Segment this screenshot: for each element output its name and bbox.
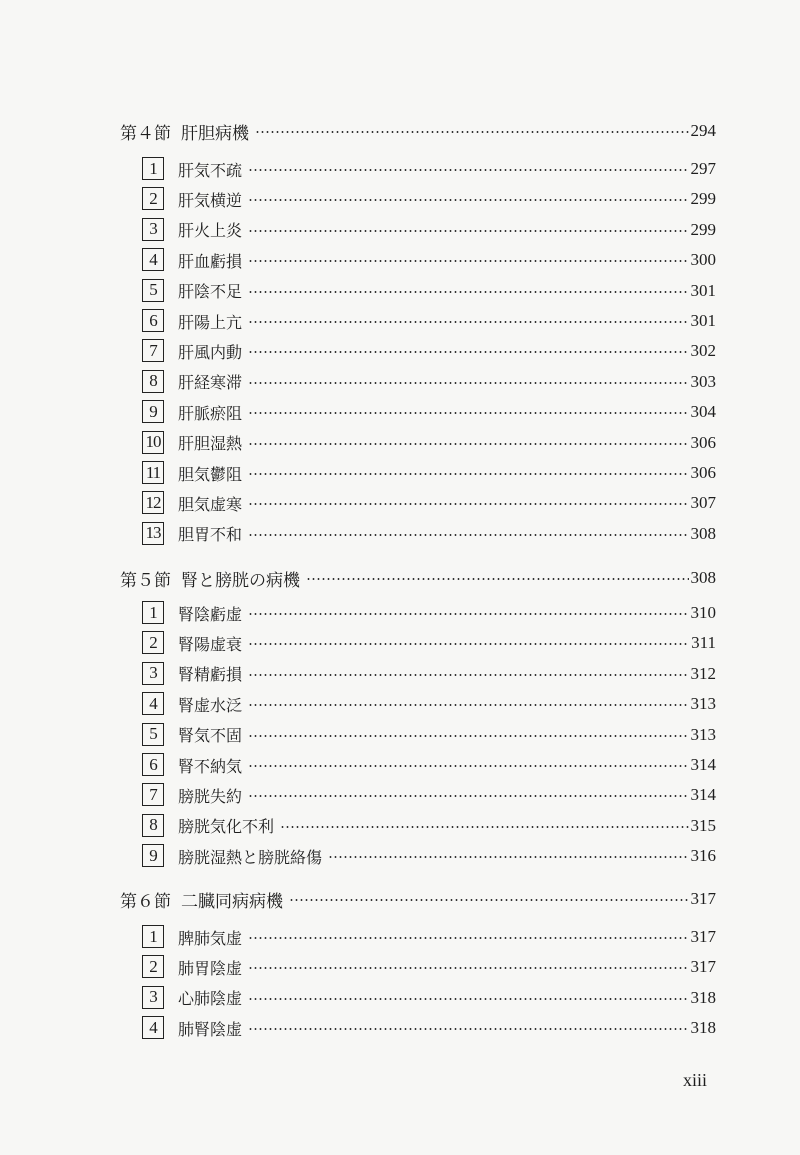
entry-title: 肝火上炎 (178, 221, 243, 241)
section-page: 294 (690, 121, 716, 140)
toc-entry (0, 490, 800, 516)
entry-number-box: 12 (142, 491, 164, 514)
toc-entry (0, 843, 800, 869)
leader-dots (248, 321, 689, 323)
leader-dots (248, 937, 689, 939)
entry-page: 306 (690, 432, 716, 452)
entry-number-box: 7 (142, 339, 164, 362)
toc-entry (0, 722, 800, 748)
entry-title: 胆胃不和 (178, 525, 243, 545)
leader-dots (306, 578, 689, 580)
entry-number-box: 6 (142, 309, 164, 332)
toc-entry (0, 430, 800, 456)
entry-number-box: 10 (142, 431, 164, 454)
section-heading (0, 886, 800, 912)
entry-number-box: 3 (142, 218, 164, 241)
leader-dots (248, 260, 689, 262)
leader-dots (248, 795, 689, 797)
entry-page: 310 (690, 603, 716, 622)
leader-dots (248, 674, 689, 676)
entry-number-box: 5 (142, 723, 164, 746)
entry-title: 肝血虧損 (178, 251, 243, 271)
leader-dots (289, 899, 689, 901)
leader-dots (248, 765, 689, 767)
entry-title: 腎精虧損 (178, 665, 243, 685)
leader-dots (248, 412, 689, 414)
leader-dots (248, 382, 689, 384)
entry-number-box: 2 (142, 631, 164, 654)
entry-page: 313 (690, 724, 716, 744)
toc-entry (0, 985, 800, 1011)
section-label (120, 119, 249, 144)
leader-dots (248, 613, 689, 615)
entry-number-box: 8 (142, 370, 164, 393)
section-heading (0, 565, 800, 591)
entry-title: 胆気虚寒 (178, 494, 243, 514)
toc-entry (0, 217, 800, 243)
leader-dots (248, 473, 689, 475)
toc-entry (0, 600, 800, 626)
toc-entry (0, 521, 800, 547)
section-title: 腎と膀胱の病機 (181, 570, 300, 591)
entry-number-box: 4 (142, 1016, 164, 1039)
entry-page: 311 (691, 633, 716, 653)
leader-dots (248, 704, 689, 706)
entry-title: 肝風内動 (178, 342, 243, 362)
section-number: 第６節 (120, 891, 171, 912)
entry-page: 300 (690, 250, 716, 270)
entry-number-box: 6 (142, 753, 164, 776)
entry-title: 膀胱失約 (178, 786, 243, 806)
entry-title: 心肺陰虚 (178, 989, 243, 1009)
toc-entry (0, 399, 800, 425)
entry-number-box: 3 (142, 662, 164, 685)
entry-title: 肝陰不足 (178, 282, 243, 302)
entry-page: 317 (690, 957, 716, 977)
entry-title: 腎陰虧虚 (178, 604, 243, 624)
leader-dots (248, 199, 689, 201)
entry-page: 318 (690, 987, 716, 1007)
leader-dots (328, 856, 689, 858)
leader-dots (248, 351, 689, 353)
entry-number-box: 2 (142, 955, 164, 978)
leader-dots (248, 735, 689, 737)
entry-page: 301 (690, 280, 716, 300)
entry-number-box: 1 (142, 925, 164, 948)
entry-page: 301 (690, 311, 716, 330)
toc-entry (0, 924, 800, 950)
entry-page: 308 (690, 523, 716, 543)
leader-dots (248, 291, 689, 293)
entry-page: 297 (690, 159, 716, 178)
toc-entry (0, 661, 800, 687)
leader-dots (248, 967, 689, 969)
entry-title: 肺腎陰虚 (178, 1019, 243, 1039)
toc-entry (0, 186, 800, 212)
entry-title: 腎陽虚衰 (178, 634, 243, 654)
entry-title: 胆気鬱阻 (178, 464, 243, 484)
section-number: 第４節 (120, 123, 171, 144)
entry-page: 314 (690, 785, 716, 805)
entry-number-box: 5 (142, 279, 164, 302)
leader-dots (280, 826, 689, 828)
section-page: 317 (690, 889, 716, 908)
toc-entry (0, 308, 800, 334)
toc-entry (0, 954, 800, 980)
section-number: 第５節 (120, 570, 171, 591)
entry-page: 299 (690, 189, 716, 209)
entry-title: 肝胆湿熱 (178, 434, 243, 454)
leader-dots (248, 998, 689, 1000)
toc-entry (0, 1015, 800, 1041)
entry-number-box: 13 (142, 522, 164, 545)
entry-title: 肝脈瘀阻 (178, 403, 243, 423)
section-label (120, 887, 283, 912)
entry-title: 膀胱湿熱と膀胱絡傷 (178, 847, 323, 867)
leader-dots (248, 443, 689, 445)
entry-page: 317 (690, 927, 716, 946)
toc-entry (0, 782, 800, 808)
toc-entry (0, 630, 800, 656)
toc-entry (0, 752, 800, 778)
entry-page: 299 (690, 219, 716, 239)
page-number: xiii (683, 1070, 708, 1090)
entry-page: 304 (690, 402, 716, 422)
entry-title: 腎虚水泛 (178, 695, 243, 715)
section-title: 二臓同病病機 (181, 891, 283, 912)
entry-page: 303 (690, 371, 716, 391)
entry-number-box: 8 (142, 814, 164, 837)
entry-page: 313 (690, 694, 716, 714)
entry-title: 肝気横逆 (178, 190, 243, 210)
entry-title: 腎気不固 (178, 726, 243, 746)
entry-number-box: 11 (142, 461, 164, 484)
toc-entry (0, 338, 800, 364)
leader-dots (248, 1028, 689, 1030)
entry-number-box: 1 (142, 157, 164, 180)
toc-entry (0, 813, 800, 839)
entry-title: 肝気不疏 (178, 160, 243, 180)
entry-number-box: 4 (142, 692, 164, 715)
entry-page: 307 (690, 493, 716, 513)
toc-entry (0, 460, 800, 486)
entry-page: 316 (690, 846, 716, 866)
entry-number-box: 4 (142, 248, 164, 271)
section-heading (0, 118, 800, 144)
entry-page: 318 (690, 1018, 716, 1038)
toc-entry (0, 369, 800, 395)
leader-dots (248, 169, 689, 171)
entry-page: 314 (690, 755, 716, 774)
entry-title: 肝経寒滞 (178, 373, 243, 393)
entry-page: 312 (690, 663, 716, 683)
toc-entry (0, 156, 800, 182)
entry-title: 肺胃陰虚 (178, 958, 243, 978)
entry-number-box: 7 (142, 783, 164, 806)
entry-number-box: 9 (142, 400, 164, 423)
entry-title: 肝陽上亢 (178, 312, 243, 332)
entry-number-box: 2 (142, 187, 164, 210)
leader-dots (248, 643, 689, 645)
leader-dots (248, 534, 689, 536)
entry-page: 315 (690, 815, 716, 835)
entry-title: 脾肺気虚 (178, 928, 243, 948)
section-label (120, 566, 300, 591)
section-title: 肝胆病機 (181, 123, 249, 144)
entry-page: 306 (690, 463, 716, 482)
entry-number-box: 1 (142, 601, 164, 624)
section-page: 308 (690, 568, 716, 587)
leader-dots (248, 230, 689, 232)
entry-page: 302 (690, 341, 716, 361)
toc-entry (0, 247, 800, 273)
leader-dots (255, 131, 689, 133)
entry-number-box: 9 (142, 844, 164, 867)
entry-number-box: 3 (142, 986, 164, 1009)
entry-title: 膀胱気化不利 (178, 817, 275, 837)
leader-dots (248, 503, 689, 505)
toc-entry (0, 278, 800, 304)
toc-entry (0, 691, 800, 717)
entry-title: 腎不納気 (178, 756, 243, 776)
